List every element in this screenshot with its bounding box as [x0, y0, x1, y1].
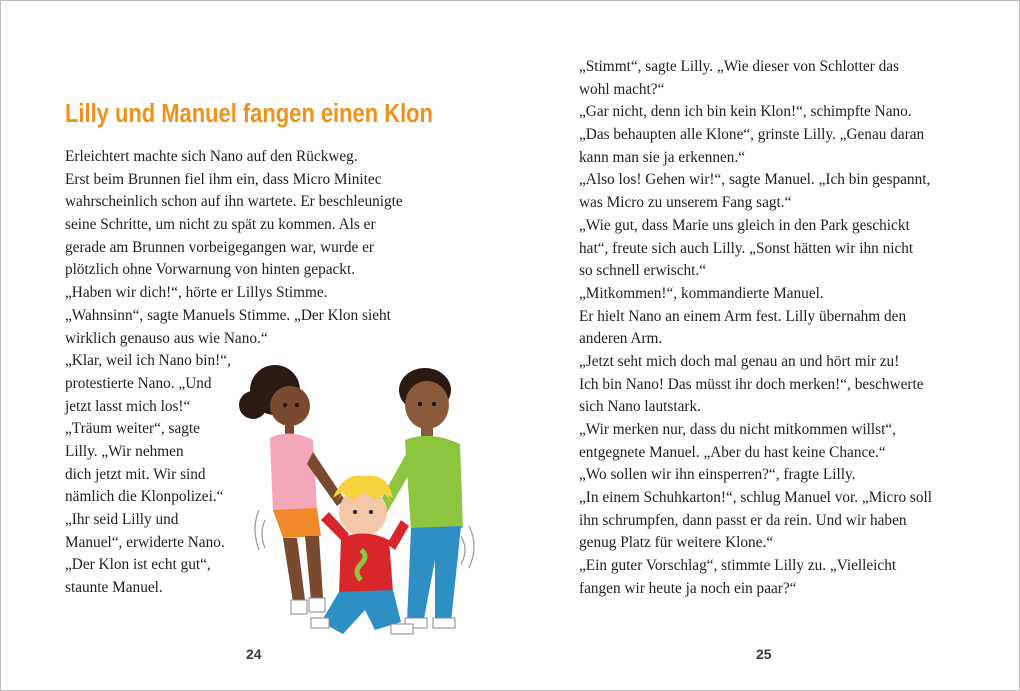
text-line: „Haben wir dich!“, hörte er Lillys Stimme. [65, 284, 328, 302]
text-line: Manuel“, erwiderte Nano. [65, 533, 225, 551]
text-line: „Das behaupten alle Klone“, grinste Lilly. „Genau daran [579, 126, 925, 144]
text-line: „Mitkommen!“, kommandierte Manuel. [579, 284, 824, 302]
text-line: wirklich genauso aus wie Nano.“ [65, 329, 268, 347]
text-line: anderen Arm. [579, 330, 663, 348]
text-line: nämlich die Klonpolizei.“ [65, 488, 224, 506]
text-line: „Wo sollen wir ihn einsperren?“, fragte Lilly. [579, 466, 856, 484]
text-line: hat“, freute sich auch Lilly. „Sonst hätten wir ihn nicht [579, 239, 914, 257]
text-line: „Ein guter Vorschlag“, stimmte Lilly zu. „Vielleicht [579, 557, 897, 575]
text-line: „Träum weiter“, sagte [65, 420, 200, 438]
text-line: „Ihr seid Lilly und [65, 511, 179, 528]
text-line: Erleichtert machte sich Nano auf den Rückweg. [65, 148, 358, 165]
right-page-text [579, 56, 932, 601]
text-line: wohl macht?“ [579, 80, 665, 98]
text-line: kann man sie ja erkennen.“ [579, 148, 746, 166]
text-line: ihn schrumpfen, dann passt er da rein. Und wir haben [579, 511, 907, 529]
text-line: protestierte Nano. „Und [65, 374, 212, 392]
text-line: jetzt lasst mich los!“ [65, 397, 191, 415]
text-line: staunte Manuel. [65, 579, 163, 597]
text-line: gerade am Brunnen vorbeigegangen war, wurde er [65, 238, 375, 256]
text-line: wahrscheinlich schon auf ihn wartete. Er beschleunigte [65, 193, 403, 211]
text-line: entgegnete Manuel. „Aber du hast keine Chance.“ [579, 443, 886, 461]
text-line: dich jetzt mit. Wir sind [65, 465, 206, 483]
right-page [510, 0, 1020, 691]
text-line: genug Platz für weitere Klone.“ [579, 534, 774, 552]
text-line: so schnell erwischt.“ [579, 262, 707, 280]
page-number-left: 24 [246, 646, 262, 662]
lilly-figure [239, 365, 345, 614]
text-line: „In einem Schuhkarton!“, schlug Manuel vor. „Micro soll [579, 489, 933, 507]
text-line: fangen wir heute ja noch ein paar?“ [579, 579, 797, 597]
text-line: „Wir merken nur, dass du nicht mitkommen willst“, [579, 421, 896, 438]
text-line: „Also los! Gehen wir!“, sagte Manuel. „Ich bin gespannt, [579, 171, 931, 189]
page-number-right: 25 [756, 646, 772, 662]
text-line: was Micro zu unserem Fang sagt.“ [579, 194, 792, 212]
text-line: „Wahnsinn“, sagte Manuels Stimme. „Der Klon sieht [65, 306, 391, 324]
chapter-title: Lilly und Manuel fangen einen Klon [65, 100, 433, 128]
text-line: „Klar, weil ich Nano bin!“, [65, 352, 231, 370]
text-line: Er hielt Nano an einem Arm fest. Lilly übernahm den [579, 307, 907, 325]
text-line: Erst beim Brunnen fiel ihm ein, dass Micro Minitec [65, 170, 382, 188]
text-line: „Stimmt“, sagte Lilly. „Wie dieser von Schlotter das [579, 58, 899, 75]
nano-figure [311, 475, 413, 634]
text-line: sich Nano lautstark. [579, 398, 701, 416]
text-line: seine Schritte, um nicht zu spät zu kommen. Als er [65, 216, 376, 234]
illustration-children-grabbing-nano [225, 360, 490, 650]
text-line: Lilly. „Wir nehmen [65, 442, 184, 460]
text-line: Ich bin Nano! Das müsst ihr doch merken!“, beschwerte [579, 375, 924, 393]
text-line: „Gar nicht, denn ich bin kein Klon!“, schimpfte Nano. [579, 103, 912, 121]
text-line: „Der Klon ist echt gut“, [65, 556, 211, 574]
text-line: „Wie gut, dass Marie uns gleich in den Park geschickt [579, 216, 910, 234]
text-line: „Jetzt seht mich doch mal genau an und hört mir zu! [579, 352, 900, 370]
text-line: plötzlich ohne Vorwarnung von hinten gepackt. [65, 261, 356, 279]
